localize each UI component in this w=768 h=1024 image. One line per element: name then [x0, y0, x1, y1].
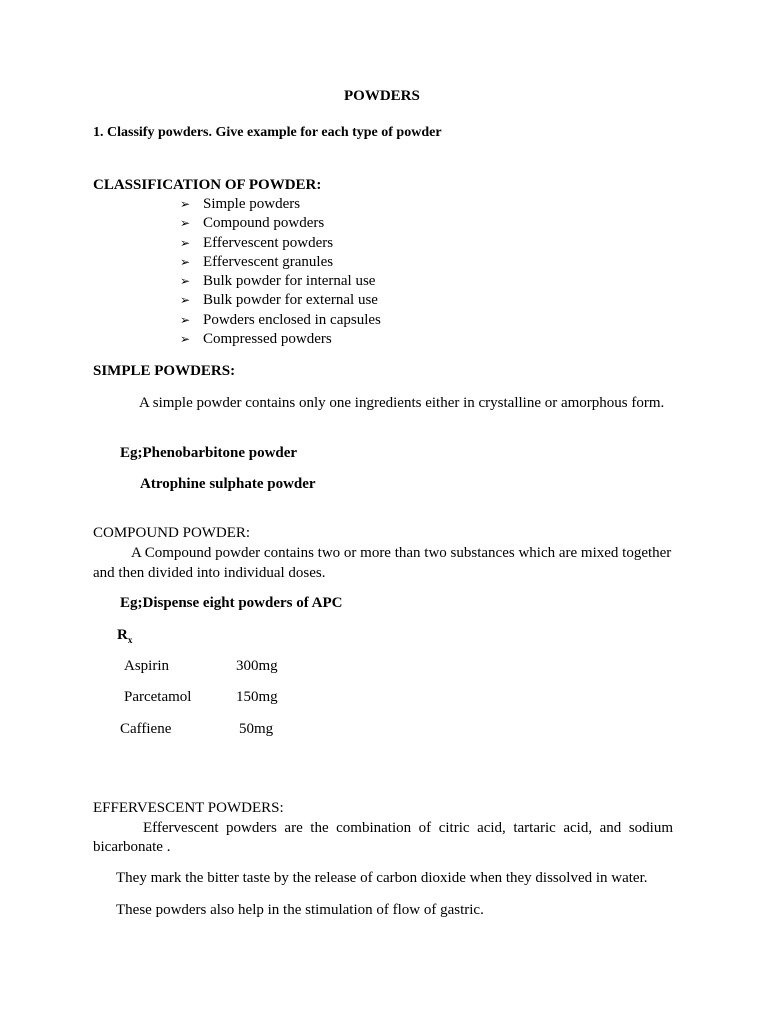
effervescent-line-2: They mark the bitter taste by the release of carbon dioxide when they dissolved in water. — [116, 870, 648, 886]
simple-powders-heading: SIMPLE POWDERS: — [93, 363, 236, 379]
arrowhead-bullet-icon: ➢ — [180, 332, 191, 346]
simple-example-1: Eg;Phenobarbitone powder — [120, 445, 298, 461]
compound-powder-heading: COMPOUND POWDER: — [93, 525, 251, 541]
arrowhead-bullet-icon: ➢ — [180, 236, 191, 250]
list-item: ➢ Simple powders — [180, 196, 301, 212]
list-item: ➢ Compressed powders — [180, 331, 332, 347]
arrowhead-bullet-icon: ➢ — [180, 255, 191, 269]
list-item: ➢ Bulk powder for external use — [180, 292, 378, 308]
arrowhead-bullet-icon: ➢ — [180, 293, 191, 307]
effervescent-powders-text: Effervescent powders are the combination of citric acid, tartaric acid, and sodium bicarbonate . — [93, 820, 673, 855]
ingredient-name: Aspirin — [124, 658, 169, 674]
simple-powders-text: A simple powder contains only one ingredients either in crystalline or amorphous form. — [139, 395, 665, 411]
arrowhead-bullet-icon: ➢ — [180, 313, 191, 327]
classification-heading: CLASSIFICATION OF POWDER: — [93, 177, 322, 193]
rx-symbol: $R_x$ — [117, 627, 133, 645]
list-item: ➢ Effervescent powders — [180, 235, 334, 251]
simple-example-2: Atrophine sulphate powder — [140, 476, 316, 492]
ingredient-dose: 300mg — [236, 658, 278, 674]
arrowhead-bullet-icon: ➢ — [180, 274, 191, 288]
arrowhead-bullet-icon: ➢ — [180, 216, 191, 230]
compound-powder-text: A Compound powder contains two or more than two substances which are mixed together and then divided into individual doses. — [93, 545, 672, 581]
ingredient-dose: 50mg — [239, 721, 274, 737]
page-title: POWDERS — [344, 88, 420, 104]
list-item: ➢ Bulk powder for internal use — [180, 273, 376, 289]
ingredient-name: Caffiene — [120, 721, 172, 737]
list-item: ➢ Compound powders — [180, 215, 325, 231]
list-item: ➢ Effervescent granules — [180, 254, 334, 270]
effervescent-line-3: These powders also help in the stimulation of flow of gastric. — [116, 902, 484, 918]
arrowhead-bullet-icon: ➢ — [180, 197, 191, 211]
compound-example: Eg;Dispense eight powders of APC — [120, 595, 343, 611]
ingredient-dose: 150mg — [236, 689, 278, 705]
effervescent-powders-heading: EFFERVESCENT POWDERS: — [93, 800, 284, 816]
list-item: ➢ Powders enclosed in capsules — [180, 312, 381, 328]
question: 1. Classify powders. Give example for each type of powder — [93, 125, 442, 140]
ingredient-name: Parcetamol — [124, 689, 192, 705]
